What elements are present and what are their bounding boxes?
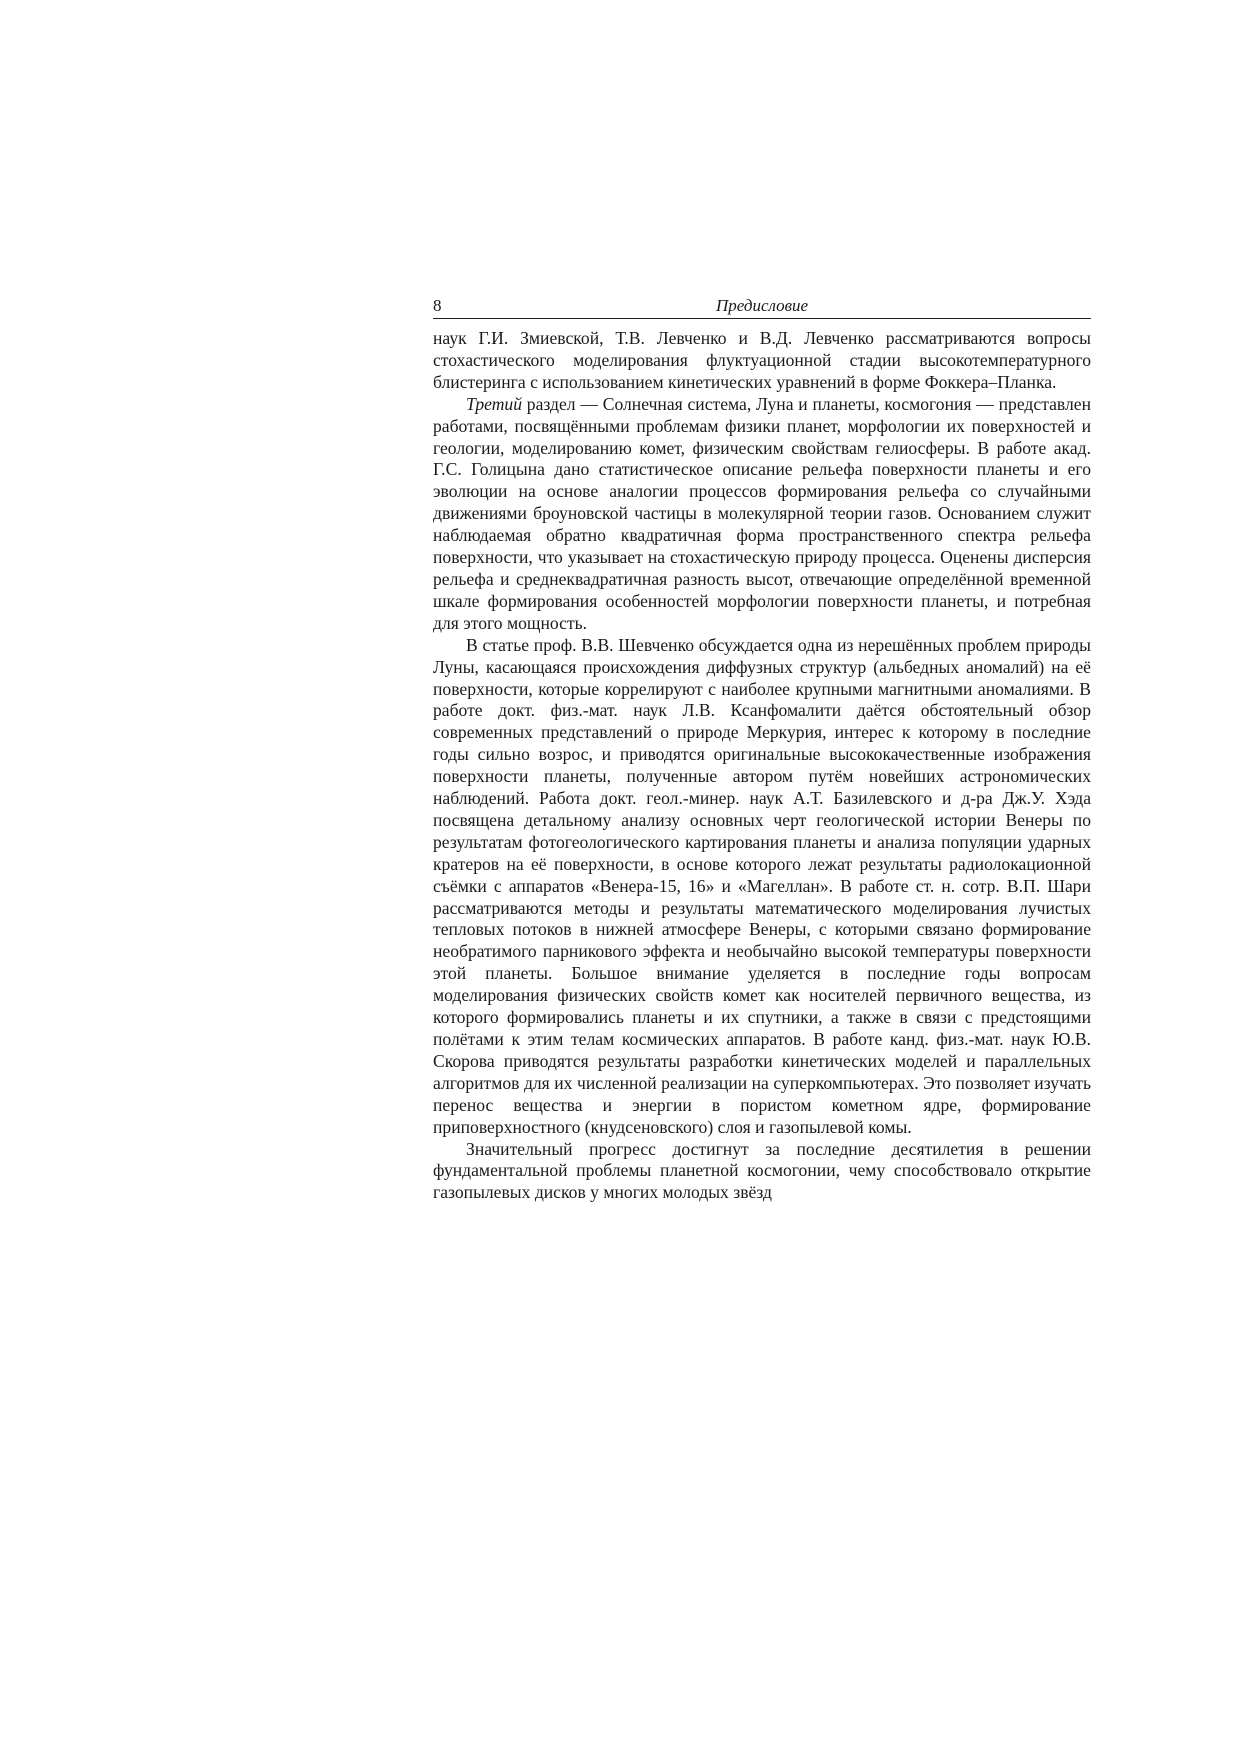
paragraph-2 [433,394,1091,635]
paragraph-2-text: раздел — Солнечная система, Луна и планеты, космогония — представлен работами, посвящёнными проблемам физики планет, морфологии их поверхностей и геологии, моделированию комет, физическим свойствам гелиосферы. В работе акад. Г.С. Голицына дано статистическое описание рельефа поверхности планеты и его эволюции на основе аналогии процессов формирования рельефа со случайными движениями броуновской частицы в молекулярной теории газов. Основанием служит наблюдаемая обратно квадратичная форма пространственного спектра рельефа поверхности, что указывает на стохастическую природу процесса. Оценены дисперсия рельефа и среднеквадратичная разность высот, отвечающие определённой временной шкале формирования особенностей морфологии поверхности планеты, и потребная для этого мощность. [433,393,1091,633]
paragraph-3-text: В статье проф. В.В. Шевченко обсуждается одна из нерешённых проблем природы Луны, касающаяся происхождения диффузных структур (альбедных аномалий) на её поверхности, которые коррелируют с наиболее крупными магнитными аномалиями. В работе докт. физ.-мат. наук Л.В. Ксанфомалити даётся обстоятельный обзор современных представлений о природе Меркурия, интерес к которому в последние годы сильно возрос, и приводятся оригинальные высококачественные изображения поверхности планеты, полученные автором путём новейших астрономических наблюдений. Работа докт. геол.-минер. наук А.Т. Базилевского и д-ра Дж.У. Хэда посвящена детальному анализу основных черт геологической истории Венеры по результатам фотогеологического картирования планеты и анализа популяции ударных кратеров на её поверхности, в основе которого лежат результаты радиолокационной съёмки с аппаратов «Венера-15, 16» и «Магеллан». В работе ст. н. сотр. В.П. Шари рассматриваются методы и результаты математического моделирования лучистых тепловых потоков в нижней атмосфере Венеры, с которыми связано формирование необратимого парникового эффекта и необычайно высокой температуры поверхности этой планеты. Большое внимание уделяется в последние годы вопросам моделирования физических свойств комет как носителей первичного вещества, из которого формировались планеты и их спутники, а также в связи с предстоящими полётами к этим телам космических аппаратов. В работе канд. физ.-мат. наук Ю.В. Скорова приводятся результаты разработки кинетических моделей и параллельных алгоритмов для их численной реализации на суперкомпьютерах. Это позволяет изучать перенос вещества и энергии в пористом кометном ядре, формирование приповерхностного (кнудсеновского) слоя и газопылевой комы. [433,634,1091,1137]
paragraph-1-text: наук Г.И. Змиевской, Т.В. Левченко и В.Д. Левченко рассматриваются вопросы стохастического моделирования флуктуационной стадии высокотемпературного блистеринга с использованием кинетических уравнений в форме Фоккера–Планка. [433,328,1091,392]
running-title: Предисловие [715,296,809,315]
paragraph-3 [433,635,1091,1139]
paragraph-4 [433,1139,1091,1205]
running-head [433,294,1091,319]
book-page [433,294,1091,1204]
page-number: 8 [433,296,442,315]
paragraph-1 [433,328,1091,394]
paragraph-4-text: Значительный прогресс достигнут за последние десятилетия в решении фундаментальной проблемы планетной космогонии, чему способствовало открытие газопылевых дисков у многих молодых звёзд [433,1138,1091,1203]
body-text [433,328,1091,1204]
paragraph-2-lead: Третий [466,393,523,414]
